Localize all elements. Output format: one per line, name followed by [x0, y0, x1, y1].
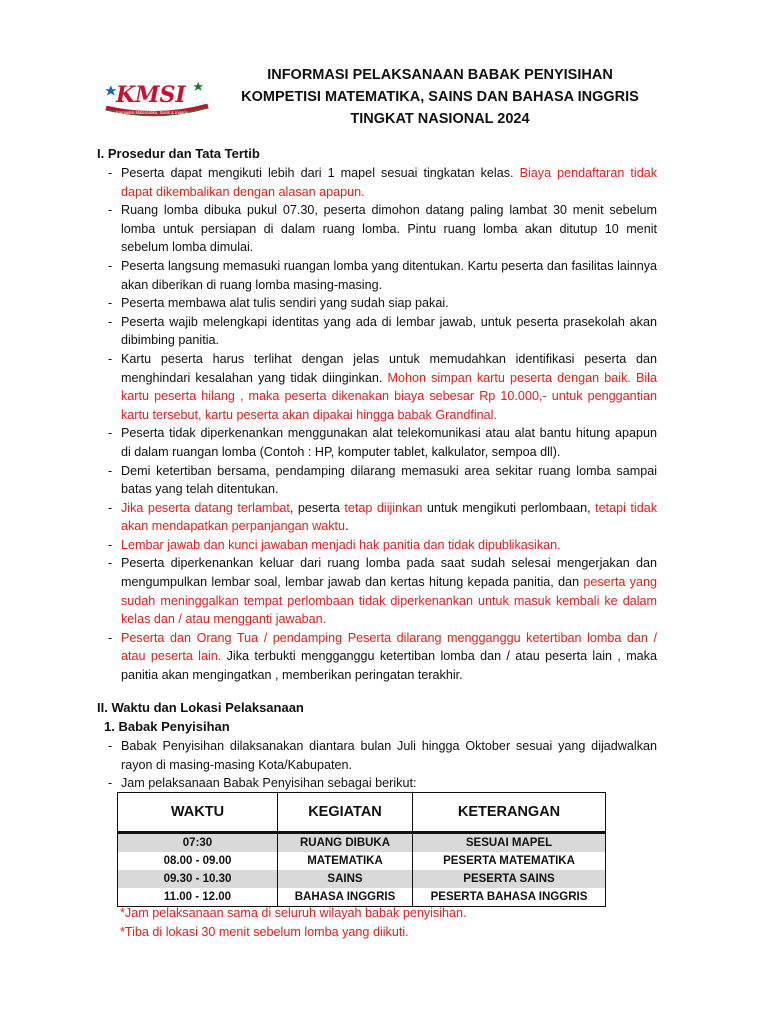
cell-kegiatan: RUANG DIBUKA — [278, 833, 413, 853]
list-item — [97, 424, 657, 461]
highlighted-text: tetap diijinkan — [344, 500, 423, 515]
rules-list — [97, 164, 657, 685]
list-item — [97, 313, 657, 350]
body-text: Jika terbukti mengganggu ketertiban lomba dan / atau peserta lain , maka panitia akan mengingatkan , memberikan peringatan terakhir. — [121, 649, 657, 683]
body-text: Jam pelaksanaan Babak Penyisihan sebagai berikut: — [121, 776, 417, 791]
highlighted-text: Biaya pendaftaran tidak dapat dikembalikan dengan alasan apapun. — [121, 166, 657, 199]
highlighted-text: Peserta dan Orang Tua / pendamping Peserta dilarang mengganggu ketertiban lomba dan / atau peserta lain. — [121, 630, 657, 664]
body-text: Demi ketertiban bersama, pendamping dilarang memasuki area sekitar ruang lomba sampai batas yang telah ditentukan. — [121, 463, 657, 497]
body-text: Ruang lomba dibuka pukul 07.30, peserta dimohon datang paling lambat 30 menit sebelum lomba untuk persiapan di dalam ruang lomba. Pintu ruang lomba akan ditutup 10 menit sebelum lomba dimulai. — [121, 203, 657, 255]
cell-waktu: 11.00 - 12.00 — [118, 888, 278, 907]
schedule-table — [117, 792, 606, 907]
body-text: . — [345, 519, 349, 534]
body-text: Peserta langsung memasuki ruangan lomba yang ditentukan. Kartu peserta dan fasilitas lainnya akan diberikan di ruang lomba masing-masing. — [121, 258, 657, 292]
schedule-notes — [120, 904, 467, 941]
kmsi-logo — [102, 76, 212, 118]
body-text: Peserta diperkenankan keluar dari ruang lomba pada saat sudah selesai mengerjakan dan mengumpulkan lembar soal, lembar jawab dan kertas hitung kepada panitia, dan — [121, 556, 657, 590]
highlighted-text: tetapi tidak akan mendapatkan perpanjangan waktu — [121, 500, 657, 534]
list-item — [97, 164, 657, 201]
note-1: *Jam pelaksanaan sama di seluruh wilayah babak penyisihan. — [120, 906, 467, 920]
list-item — [97, 737, 657, 774]
body-text: Peserta dapat mengikuti lebih dari 1 mapel sesuai tingkatan kelas. — [121, 166, 520, 180]
cell-kegiatan: MATEMATIKA — [278, 852, 413, 870]
body-text: Peserta membawa alat tulis sendiri yang sudah siap pakai. — [121, 296, 449, 311]
cell-waktu: 07:30 — [118, 833, 278, 853]
header-kegiatan: KEGIATAN — [278, 793, 413, 833]
list-item — [97, 536, 657, 555]
cell-keterangan: PESERTA BAHASA INGGRIS — [413, 888, 606, 907]
logo-tagline: Kompetisi Matematika, Sains & Inggris — [116, 110, 188, 115]
table-row — [118, 870, 606, 888]
list-item — [97, 499, 657, 536]
header-line-1: INFORMASI PELAKSANAAN BABAK PENYISIHAN — [267, 67, 613, 83]
header-line-3: TINGKAT NASIONAL 2024 — [350, 111, 530, 127]
highlighted-text: peserta yang sudah meninggalkan tempat perlombaan tidak diperkenankan untuk masuk kembali ke dalam kelas dan / atau mengganti jawaban. — [121, 575, 657, 627]
header-waktu: WAKTU — [118, 793, 278, 833]
logo-text: KMSI — [116, 82, 186, 108]
note-2: *Tiba di lokasi 30 menit sebelum lomba yang diikuti. — [120, 924, 409, 939]
list-item — [97, 350, 657, 424]
body-text: , peserta — [289, 500, 345, 515]
cell-keterangan: SESUAI MAPEL — [413, 833, 606, 853]
table-row — [118, 852, 606, 870]
highlighted-text: Jika peserta datang terlambat — [121, 500, 290, 515]
table-row — [118, 833, 606, 853]
cell-keterangan: PESERTA SAINS — [413, 870, 606, 888]
list-item — [97, 201, 657, 257]
list-item — [97, 294, 657, 313]
list-item — [97, 629, 657, 685]
cell-kegiatan: SAINS — [278, 870, 413, 888]
section-2-title: II. Waktu dan Lokasi Pelaksanaan — [97, 700, 304, 715]
cell-waktu: 08.00 - 09.00 — [118, 852, 278, 870]
highlighted-text: Mohon simpan kartu peserta dengan baik. Bila kartu peserta hilang , maka peserta dikenakan biaya sebesar Rp 10.000,- untuk penggantian kartu tersebut, kartu peserta akan dipakai hingga babak Grandfinal. — [121, 370, 657, 422]
list-item — [97, 462, 657, 499]
list-item — [97, 774, 657, 793]
schedule-header-row — [118, 793, 606, 833]
list-item — [97, 257, 657, 294]
body-text: Babak Penyisihan dilaksanakan diantara bulan Juli hingga Oktober sesuai yang dijadwalkan rayon di masing-masing Kota/Kabupaten. — [121, 739, 657, 772]
document-header — [230, 64, 650, 130]
schedule-info-list — [97, 737, 657, 793]
body-text: untuk mengikuti perlombaan, — [422, 500, 596, 515]
header-line-2: KOMPETISI MATEMATIKA, SAINS DAN BAHASA INGGRIS — [241, 89, 639, 105]
body-text: Peserta tidak diperkenankan menggunakan alat telekomunikasi atau alat bantu hitung apapun di dalam ruangan lomba (Contoh : HP, komputer tablet, kalkulator, sempoa dll). — [121, 426, 657, 459]
cell-waktu: 09.30 - 10.30 — [118, 870, 278, 888]
section-1-title: I. Prosedur dan Tata Tertib — [97, 146, 260, 161]
body-text: Kartu peserta harus terlihat dengan jelas untuk memudahkan identifikasi peserta dan menghindari kesalahan yang tidak diinginkan. — [121, 351, 657, 385]
cell-kegiatan: BAHASA INGGRIS — [278, 888, 413, 907]
highlighted-text: Lembar jawab dan kunci jawaban menjadi hak panitia dan tidak dipublikasikan. — [121, 537, 561, 552]
header-keterangan: KETERANGAN — [413, 793, 606, 833]
body-text: Peserta wajib melengkapi identitas yang ada di lembar jawab, untuk peserta prasekolah akan dibimbing panitia. — [121, 314, 657, 348]
cell-keterangan: PESERTA MATEMATIKA — [413, 852, 606, 870]
subsection-title: 1. Babak Penyisihan — [104, 719, 230, 734]
list-item — [97, 554, 657, 628]
